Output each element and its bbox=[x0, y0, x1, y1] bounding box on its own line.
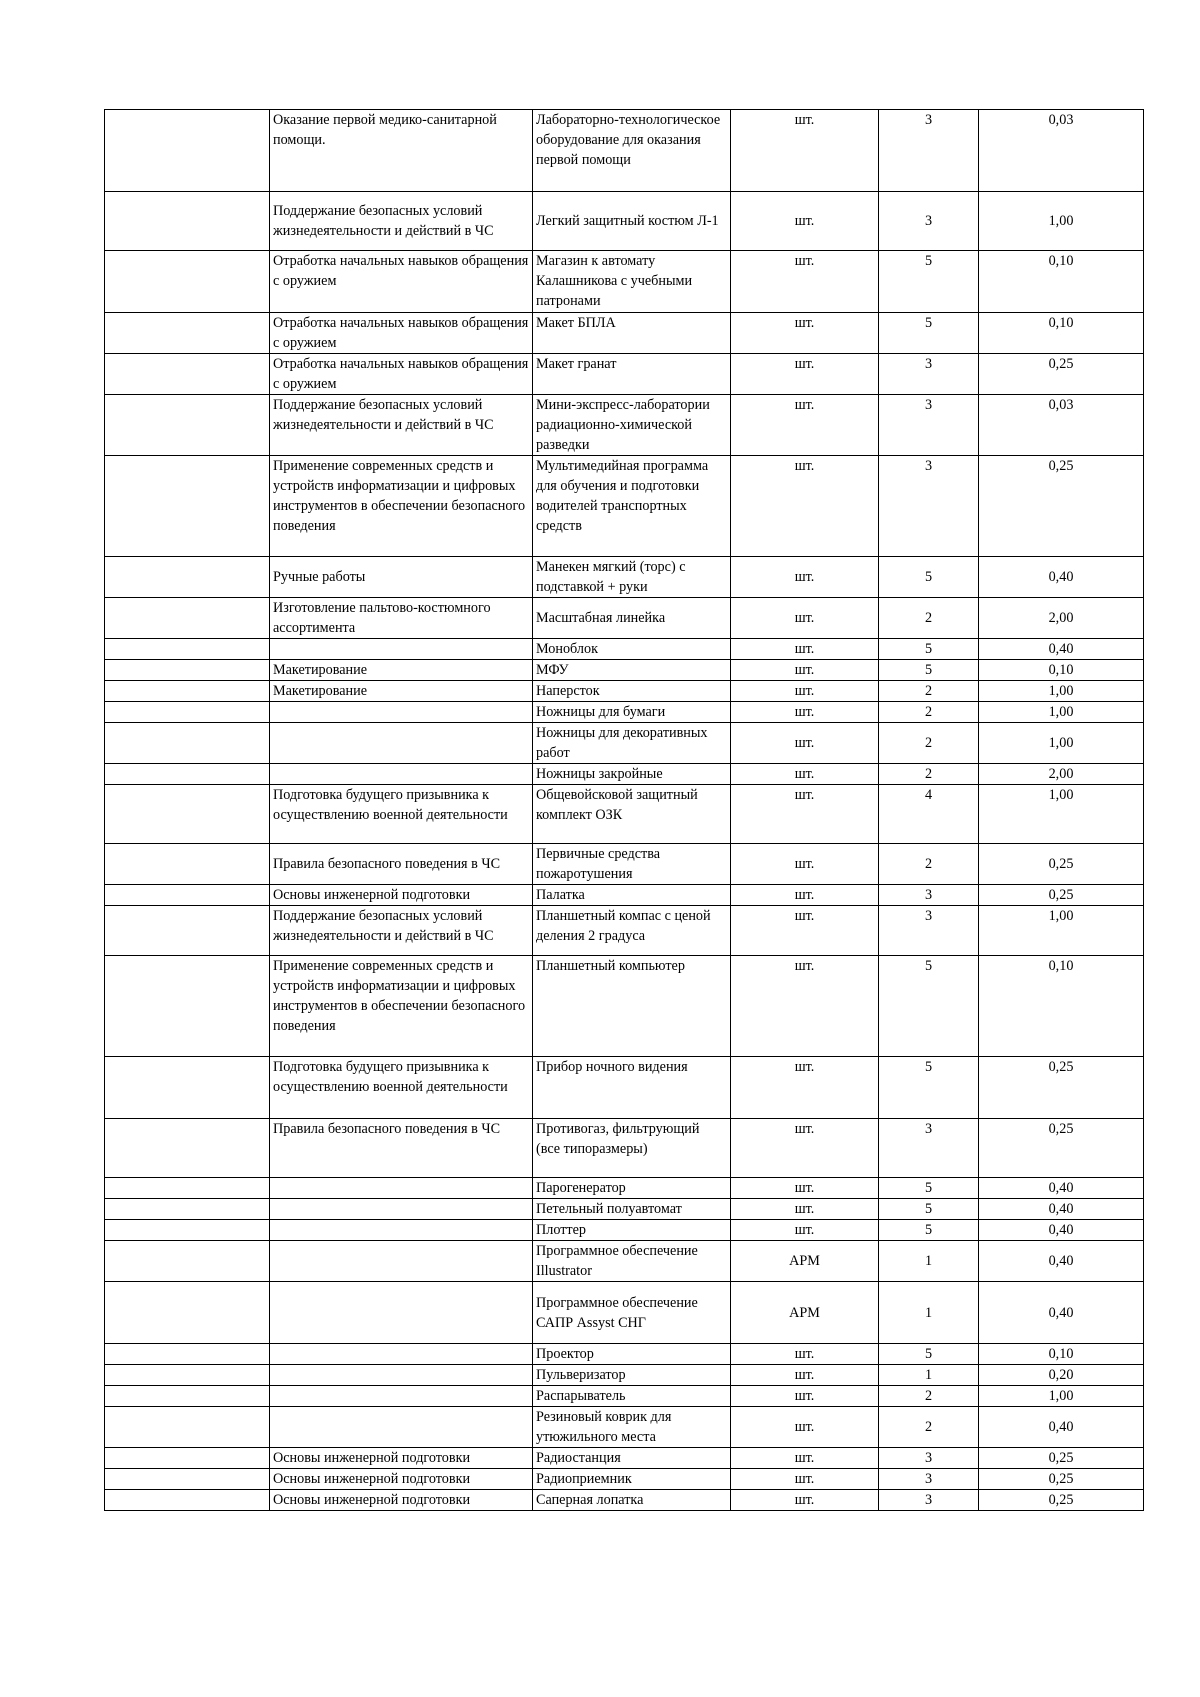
value-cell: 0,40 bbox=[979, 639, 1144, 660]
blank-cell bbox=[105, 885, 270, 906]
section-cell bbox=[270, 723, 533, 764]
quantity-cell: 5 bbox=[879, 313, 979, 354]
blank-cell bbox=[105, 1119, 270, 1178]
section-cell bbox=[270, 1199, 533, 1220]
section-cell bbox=[270, 1365, 533, 1386]
unit-cell: шт. bbox=[731, 456, 879, 557]
value-cell: 0,40 bbox=[979, 557, 1144, 598]
blank-cell bbox=[105, 1199, 270, 1220]
section-cell bbox=[270, 1241, 533, 1282]
section-cell: Отработка начальных навыков обращения с оружием bbox=[270, 313, 533, 354]
unit-cell: шт. bbox=[731, 192, 879, 251]
item-name-cell: Ножницы для бумаги bbox=[533, 702, 731, 723]
equipment-table bbox=[104, 109, 1144, 1511]
blank-cell bbox=[105, 764, 270, 785]
table-row bbox=[105, 1365, 1144, 1386]
item-name-cell: Легкий защитный костюм Л-1 bbox=[533, 192, 731, 251]
blank-cell bbox=[105, 660, 270, 681]
unit-cell: шт. bbox=[731, 906, 879, 956]
table-row bbox=[105, 1199, 1144, 1220]
section-cell bbox=[270, 639, 533, 660]
item-name-cell: Магазин к автомату Калашникова с учебными патронами bbox=[533, 251, 731, 313]
item-name-cell: Прибор ночного видения bbox=[533, 1057, 731, 1119]
value-cell: 1,00 bbox=[979, 681, 1144, 702]
item-name-cell: Палатка bbox=[533, 885, 731, 906]
section-cell: Отработка начальных навыков обращения с оружием bbox=[270, 251, 533, 313]
section-cell: Основы инженерной подготовки bbox=[270, 1490, 533, 1511]
section-cell: Макетирование bbox=[270, 660, 533, 681]
blank-cell bbox=[105, 844, 270, 885]
blank-cell bbox=[105, 1220, 270, 1241]
unit-cell: шт. bbox=[731, 1386, 879, 1407]
item-name-cell: МФУ bbox=[533, 660, 731, 681]
item-name-cell: Программное обеспечение Illustrator bbox=[533, 1241, 731, 1282]
table-row bbox=[105, 723, 1144, 764]
table-row bbox=[105, 1119, 1144, 1178]
item-name-cell: Радиоприемник bbox=[533, 1469, 731, 1490]
table-row bbox=[105, 885, 1144, 906]
blank-cell bbox=[105, 639, 270, 660]
unit-cell: шт. bbox=[731, 1469, 879, 1490]
table-row bbox=[105, 456, 1144, 557]
value-cell: 1,00 bbox=[979, 785, 1144, 844]
value-cell: 0,25 bbox=[979, 1469, 1144, 1490]
quantity-cell: 2 bbox=[879, 764, 979, 785]
value-cell: 0,25 bbox=[979, 1119, 1144, 1178]
unit-cell: шт. bbox=[731, 723, 879, 764]
table-row bbox=[105, 681, 1144, 702]
blank-cell bbox=[105, 1057, 270, 1119]
table-body bbox=[105, 110, 1144, 1511]
quantity-cell: 3 bbox=[879, 906, 979, 956]
item-name-cell: Ножницы для декоративных работ bbox=[533, 723, 731, 764]
quantity-cell: 2 bbox=[879, 844, 979, 885]
blank-cell bbox=[105, 723, 270, 764]
section-cell bbox=[270, 1386, 533, 1407]
unit-cell: шт. bbox=[731, 1448, 879, 1469]
table-row bbox=[105, 660, 1144, 681]
unit-cell: шт. bbox=[731, 885, 879, 906]
table-row bbox=[105, 702, 1144, 723]
quantity-cell: 5 bbox=[879, 660, 979, 681]
section-cell: Основы инженерной подготовки bbox=[270, 1469, 533, 1490]
unit-cell: шт. bbox=[731, 1057, 879, 1119]
item-name-cell: Мультимедийная программа для обучения и подготовки водителей транспортных средств bbox=[533, 456, 731, 557]
table-row bbox=[105, 557, 1144, 598]
value-cell: 0,25 bbox=[979, 1057, 1144, 1119]
value-cell: 1,00 bbox=[979, 192, 1144, 251]
quantity-cell: 5 bbox=[879, 557, 979, 598]
value-cell: 0,25 bbox=[979, 456, 1144, 557]
quantity-cell: 2 bbox=[879, 681, 979, 702]
item-name-cell: Парогенератор bbox=[533, 1178, 731, 1199]
section-cell: Применение современных средств и устройств информатизации и цифровых инструментов в обеспечении безопасного поведения bbox=[270, 956, 533, 1057]
unit-cell: шт. bbox=[731, 956, 879, 1057]
item-name-cell: Макет гранат bbox=[533, 354, 731, 395]
section-cell: Изготовление пальтово-костюмного ассортимента bbox=[270, 598, 533, 639]
blank-cell bbox=[105, 313, 270, 354]
section-cell: Поддержание безопасных условий жизнедеятельности и действий в ЧС bbox=[270, 395, 533, 456]
table-row bbox=[105, 110, 1144, 192]
item-name-cell: Саперная лопатка bbox=[533, 1490, 731, 1511]
section-cell: Макетирование bbox=[270, 681, 533, 702]
quantity-cell: 5 bbox=[879, 1199, 979, 1220]
blank-cell bbox=[105, 1178, 270, 1199]
item-name-cell: Петельный полуавтомат bbox=[533, 1199, 731, 1220]
blank-cell bbox=[105, 906, 270, 956]
value-cell: 0,25 bbox=[979, 1448, 1144, 1469]
quantity-cell: 5 bbox=[879, 251, 979, 313]
item-name-cell: Моноблок bbox=[533, 639, 731, 660]
table-row bbox=[105, 906, 1144, 956]
unit-cell: шт. bbox=[731, 354, 879, 395]
unit-cell: шт. bbox=[731, 557, 879, 598]
unit-cell: шт. bbox=[731, 785, 879, 844]
item-name-cell: Первичные средства пожаротушения bbox=[533, 844, 731, 885]
table-row bbox=[105, 956, 1144, 1057]
section-cell: Подготовка будущего призывника к осуществлению военной деятельности bbox=[270, 1057, 533, 1119]
value-cell: 0,10 bbox=[979, 313, 1144, 354]
section-cell: Основы инженерной подготовки bbox=[270, 1448, 533, 1469]
table-row bbox=[105, 192, 1144, 251]
blank-cell bbox=[105, 1386, 270, 1407]
table-row bbox=[105, 1490, 1144, 1511]
value-cell: 0,03 bbox=[979, 395, 1144, 456]
blank-cell bbox=[105, 456, 270, 557]
quantity-cell: 5 bbox=[879, 1344, 979, 1365]
quantity-cell: 3 bbox=[879, 1448, 979, 1469]
item-name-cell: Мини-экспресс-лаборатории радиационно-химической разведки bbox=[533, 395, 731, 456]
table-row bbox=[105, 1448, 1144, 1469]
value-cell: 0,40 bbox=[979, 1282, 1144, 1344]
value-cell: 0,20 bbox=[979, 1365, 1144, 1386]
section-cell: Правила безопасного поведения в ЧС bbox=[270, 1119, 533, 1178]
unit-cell: шт. bbox=[731, 639, 879, 660]
item-name-cell: Радиостанция bbox=[533, 1448, 731, 1469]
section-cell: Поддержание безопасных условий жизнедеятельности и действий в ЧС bbox=[270, 906, 533, 956]
blank-cell bbox=[105, 1282, 270, 1344]
section-cell: Оказание первой медико-санитарной помощи. bbox=[270, 110, 533, 192]
table-row bbox=[105, 1282, 1144, 1344]
section-cell bbox=[270, 702, 533, 723]
blank-cell bbox=[105, 1365, 270, 1386]
unit-cell: шт. bbox=[731, 1220, 879, 1241]
value-cell: 0,25 bbox=[979, 844, 1144, 885]
section-cell bbox=[270, 1407, 533, 1448]
blank-cell bbox=[105, 1469, 270, 1490]
quantity-cell: 2 bbox=[879, 1407, 979, 1448]
value-cell: 2,00 bbox=[979, 764, 1144, 785]
value-cell: 2,00 bbox=[979, 598, 1144, 639]
blank-cell bbox=[105, 192, 270, 251]
item-name-cell: Манекен мягкий (торс) с подставкой + руки bbox=[533, 557, 731, 598]
value-cell: 0,40 bbox=[979, 1178, 1144, 1199]
table-row bbox=[105, 1386, 1144, 1407]
section-cell bbox=[270, 1344, 533, 1365]
value-cell: 1,00 bbox=[979, 906, 1144, 956]
value-cell: 0,25 bbox=[979, 1490, 1144, 1511]
section-cell: Отработка начальных навыков обращения с оружием bbox=[270, 354, 533, 395]
quantity-cell: 1 bbox=[879, 1365, 979, 1386]
item-name-cell: Резиновый коврик для утюжильного места bbox=[533, 1407, 731, 1448]
unit-cell: шт. bbox=[731, 1199, 879, 1220]
unit-cell: АРМ bbox=[731, 1241, 879, 1282]
blank-cell bbox=[105, 1448, 270, 1469]
table-row bbox=[105, 1469, 1144, 1490]
value-cell: 1,00 bbox=[979, 702, 1144, 723]
quantity-cell: 3 bbox=[879, 192, 979, 251]
blank-cell bbox=[105, 681, 270, 702]
unit-cell: шт. bbox=[731, 1365, 879, 1386]
blank-cell bbox=[105, 1490, 270, 1511]
section-cell: Подготовка будущего призывника к осуществлению военной деятельности bbox=[270, 785, 533, 844]
section-cell: Применение современных средств и устройств информатизации и цифровых инструментов в обеспечении безопасного поведения bbox=[270, 456, 533, 557]
section-cell bbox=[270, 1220, 533, 1241]
section-cell: Поддержание безопасных условий жизнедеятельности и действий в ЧС bbox=[270, 192, 533, 251]
blank-cell bbox=[105, 110, 270, 192]
quantity-cell: 3 bbox=[879, 885, 979, 906]
value-cell: 0,03 bbox=[979, 110, 1144, 192]
item-name-cell: Масштабная линейка bbox=[533, 598, 731, 639]
quantity-cell: 1 bbox=[879, 1241, 979, 1282]
table-row bbox=[105, 844, 1144, 885]
table-row bbox=[105, 1407, 1144, 1448]
quantity-cell: 3 bbox=[879, 456, 979, 557]
blank-cell bbox=[105, 354, 270, 395]
blank-cell bbox=[105, 956, 270, 1057]
unit-cell: АРМ bbox=[731, 1282, 879, 1344]
item-name-cell: Противогаз, фильтрующий (все типоразмеры) bbox=[533, 1119, 731, 1178]
quantity-cell: 5 bbox=[879, 1178, 979, 1199]
unit-cell: шт. bbox=[731, 395, 879, 456]
quantity-cell: 3 bbox=[879, 395, 979, 456]
unit-cell: шт. bbox=[731, 764, 879, 785]
unit-cell: шт. bbox=[731, 681, 879, 702]
value-cell: 1,00 bbox=[979, 723, 1144, 764]
value-cell: 0,10 bbox=[979, 660, 1144, 681]
value-cell: 0,40 bbox=[979, 1407, 1144, 1448]
table-row bbox=[105, 395, 1144, 456]
quantity-cell: 4 bbox=[879, 785, 979, 844]
unit-cell: шт. bbox=[731, 844, 879, 885]
quantity-cell: 5 bbox=[879, 1220, 979, 1241]
blank-cell bbox=[105, 785, 270, 844]
value-cell: 0,25 bbox=[979, 885, 1144, 906]
unit-cell: шт. bbox=[731, 1119, 879, 1178]
table-row bbox=[105, 764, 1144, 785]
blank-cell bbox=[105, 557, 270, 598]
section-cell bbox=[270, 1282, 533, 1344]
unit-cell: шт. bbox=[731, 313, 879, 354]
quantity-cell: 3 bbox=[879, 110, 979, 192]
quantity-cell: 3 bbox=[879, 1490, 979, 1511]
unit-cell: шт. bbox=[731, 598, 879, 639]
blank-cell bbox=[105, 1407, 270, 1448]
table-row bbox=[105, 598, 1144, 639]
value-cell: 0,40 bbox=[979, 1199, 1144, 1220]
section-cell: Ручные работы bbox=[270, 557, 533, 598]
item-name-cell: Планшетный компьютер bbox=[533, 956, 731, 1057]
quantity-cell: 3 bbox=[879, 354, 979, 395]
item-name-cell: Наперсток bbox=[533, 681, 731, 702]
blank-cell bbox=[105, 1344, 270, 1365]
value-cell: 0,25 bbox=[979, 354, 1144, 395]
value-cell: 1,00 bbox=[979, 1386, 1144, 1407]
unit-cell: шт. bbox=[731, 1344, 879, 1365]
quantity-cell: 3 bbox=[879, 1119, 979, 1178]
unit-cell: шт. bbox=[731, 251, 879, 313]
unit-cell: шт. bbox=[731, 702, 879, 723]
item-name-cell: Программное обеспечение САПР Assyst СНГ bbox=[533, 1282, 731, 1344]
item-name-cell: Лабораторно-технологическое оборудование для оказания первой помощи bbox=[533, 110, 731, 192]
blank-cell bbox=[105, 1241, 270, 1282]
item-name-cell: Планшетный компас с ценой деления 2 градуса bbox=[533, 906, 731, 956]
item-name-cell: Распарыватель bbox=[533, 1386, 731, 1407]
blank-cell bbox=[105, 598, 270, 639]
blank-cell bbox=[105, 702, 270, 723]
section-cell: Основы инженерной подготовки bbox=[270, 885, 533, 906]
quantity-cell: 2 bbox=[879, 1386, 979, 1407]
table-row bbox=[105, 251, 1144, 313]
unit-cell: шт. bbox=[731, 1178, 879, 1199]
table-row bbox=[105, 1241, 1144, 1282]
table-row bbox=[105, 313, 1144, 354]
unit-cell: шт. bbox=[731, 1490, 879, 1511]
quantity-cell: 5 bbox=[879, 956, 979, 1057]
value-cell: 0,10 bbox=[979, 956, 1144, 1057]
item-name-cell: Макет БПЛА bbox=[533, 313, 731, 354]
item-name-cell: Ножницы закройные bbox=[533, 764, 731, 785]
unit-cell: шт. bbox=[731, 110, 879, 192]
section-cell: Правила безопасного поведения в ЧС bbox=[270, 844, 533, 885]
quantity-cell: 3 bbox=[879, 1469, 979, 1490]
table-row bbox=[105, 785, 1144, 844]
section-cell bbox=[270, 764, 533, 785]
value-cell: 0,10 bbox=[979, 251, 1144, 313]
quantity-cell: 2 bbox=[879, 702, 979, 723]
value-cell: 0,40 bbox=[979, 1220, 1144, 1241]
value-cell: 0,10 bbox=[979, 1344, 1144, 1365]
table-row bbox=[105, 1220, 1144, 1241]
table-row bbox=[105, 639, 1144, 660]
quantity-cell: 1 bbox=[879, 1282, 979, 1344]
quantity-cell: 2 bbox=[879, 723, 979, 764]
blank-cell bbox=[105, 395, 270, 456]
section-cell bbox=[270, 1178, 533, 1199]
quantity-cell: 5 bbox=[879, 1057, 979, 1119]
item-name-cell: Плоттер bbox=[533, 1220, 731, 1241]
quantity-cell: 5 bbox=[879, 639, 979, 660]
value-cell: 0,40 bbox=[979, 1241, 1144, 1282]
unit-cell: шт. bbox=[731, 1407, 879, 1448]
unit-cell: шт. bbox=[731, 660, 879, 681]
item-name-cell: Общевойсковой защитный комплект ОЗК bbox=[533, 785, 731, 844]
blank-cell bbox=[105, 251, 270, 313]
table-row bbox=[105, 1057, 1144, 1119]
table-row bbox=[105, 354, 1144, 395]
item-name-cell: Пульверизатор bbox=[533, 1365, 731, 1386]
table-row bbox=[105, 1344, 1144, 1365]
item-name-cell: Проектор bbox=[533, 1344, 731, 1365]
table-row bbox=[105, 1178, 1144, 1199]
quantity-cell: 2 bbox=[879, 598, 979, 639]
